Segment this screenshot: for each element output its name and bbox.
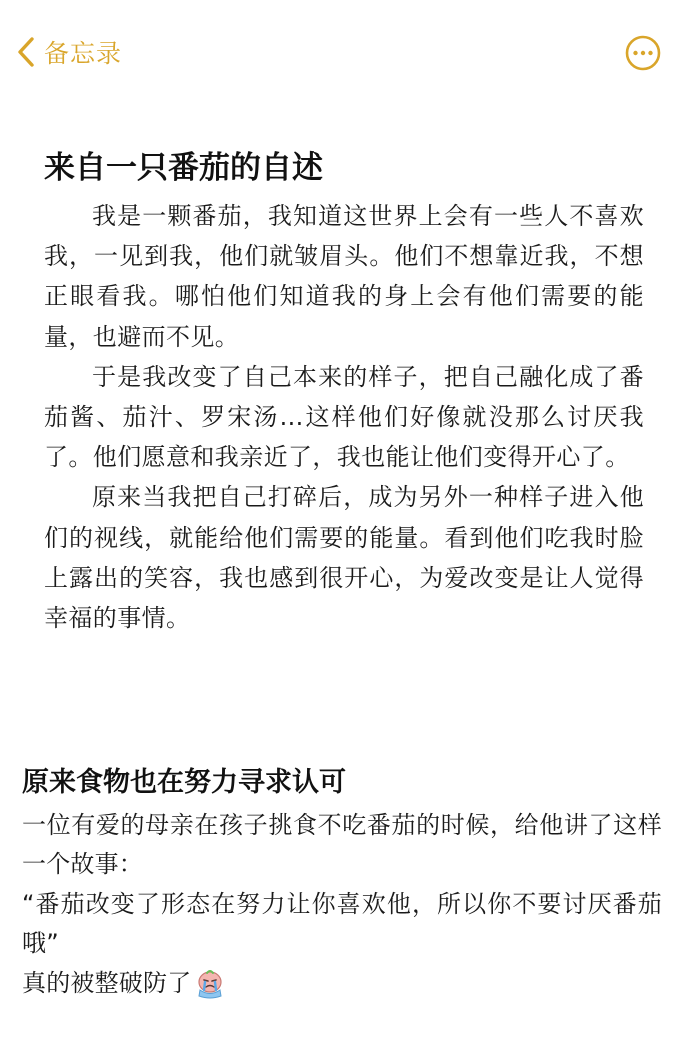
- post-caption: [22, 760, 662, 1003]
- caption-body: [22, 806, 662, 1003]
- back-button[interactable]: [16, 30, 122, 74]
- caption-final-text: 真的被整破防了: [22, 968, 192, 997]
- note-body: [44, 196, 644, 638]
- caption-line: 一位有爱的母亲在孩子挑食不吃番茄的时候，给他讲了这样一个故事：: [22, 811, 662, 879]
- caption-line-final: [22, 964, 662, 1003]
- more-button[interactable]: [625, 35, 661, 71]
- note-paragraph: 原来当我把自己打碎后，成为另外一种样子进入他们的视线，就能给他们需要的能量。看到他们吃我时脸上露出的笑容，我也感到很开心，为爱改变是让人觉得幸福的事情。: [44, 483, 644, 633]
- navigation-bar: [0, 0, 690, 104]
- crying-face-emoji-icon: [193, 966, 227, 1000]
- note-paragraph: 于是我改变了自己本来的样子，把自己融化成了番茄酱、茄汁、罗宋汤...这样他们好像就没那么讨厌我了。他们愿意和我亲近了，我也能让他们变得开心了。: [44, 362, 644, 472]
- more-horizontal-circle-icon: [625, 56, 661, 75]
- caption-line: “番茄改变了形态在努力让你喜欢他，所以你不要讨厌番茄哦”: [22, 889, 662, 958]
- chevron-left-icon: [16, 36, 36, 68]
- note-content: [44, 140, 644, 638]
- caption-title: 原来食物也在努力寻求认可: [22, 767, 346, 798]
- note-title: 来自一只番茄的自述: [44, 150, 323, 186]
- note-paragraph: 我是一颗番茄，我知道这世界上会有一些人不喜欢我，一见到我，他们就皱眉头。他们不想靠近我，不想正眼看我。哪怕他们知道我的身上会有他们需要的能量，也避而不见。: [44, 202, 644, 351]
- back-label: 备忘录: [44, 39, 123, 68]
